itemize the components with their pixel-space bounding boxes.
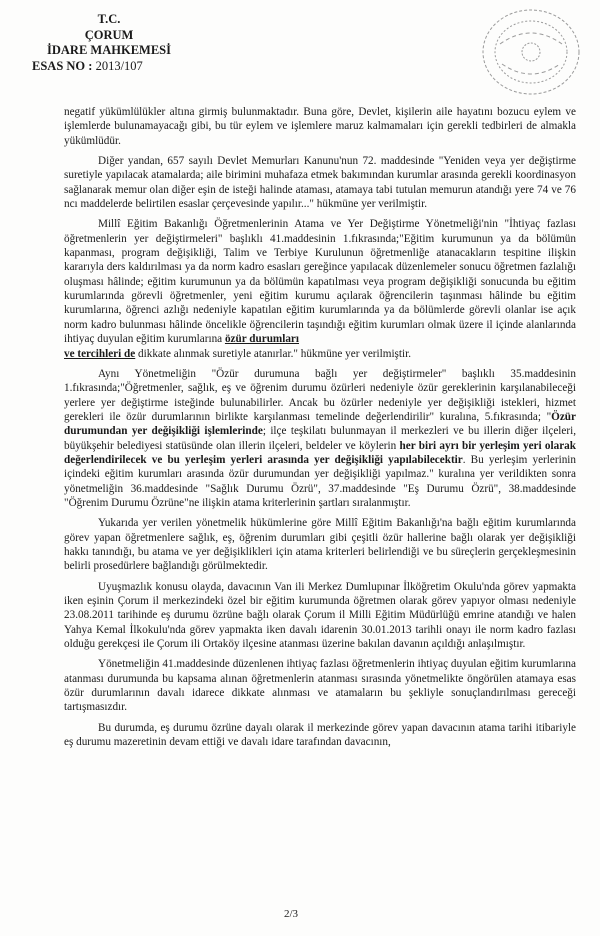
p4-text-end: . Bu yerleşim yerlerinin içindeki eğitim kurumları arasında özür durumundan yer değişikliği yapılmaz." kuralına yer verildikten sonra yönetmeliğin 36.maddesinde "Sağlık Durumu Özrü", 37.maddesinde "Eş Durumu Özrü", 38.maddesinde "Öğrenim Durumu Özrüne"ne ilişkin atama kriterlerinin şartları sıralanmıştır.	[64, 453, 576, 509]
paragraph-1: negatif yükümlülükler altına girmiş bulunmaktadır. Buna göre, Devlet, kişilerin aile hayatını bozucu eylem ve işlemlerde bulunamayacağı gibi, bu tür eylem ve işlemlere maruz kalmamaları için gerekli tedbirleri de almakla yükümlüdür.	[64, 106, 576, 147]
paragraph-8: Bu durumda, eş durumu özrüne dayalı olarak il merkezinde görev yapan davacının atama tarihi itibariyle eş durumu mazeretinin devam ettiği ve davalı idare tarafından davacının,	[64, 721, 576, 749]
paragraph-5: Yukarıda yer verilen yönetmelik hükümlerine göre Millî Eğitim Bakanlığı'na bağlı eğitim kurumlarında görev yapan öğretmenlere sağlık, eş, öğrenim durumları gibi çeşitli özür hallerine bağlı olarak yer değişikliği hakkı tanındığı, bu atama ve yer değişiklikleri için atama kriterleri belirlendiği ve bu süreçlerin gerçekleşmesinin belirli prosedürlere bağlandığı görülmektedir.	[64, 517, 576, 573]
p4-text: Aynı Yönetmeliğin "Özür durumuna bağlı yer değiştirmeler" başlıklı 35.maddesinin 1.fıkrasında;"Öğretmenler, sağlık, eş ve öğrenim durumu özürleri nedeniyle özür gereklerinin karşılanabileceği yerlere yer değiştirme isteğinde bulunabilirler. Ancak bu özürler nedeniyle yer değişikliği istekleri, hizmet gerekleri ile özür durumlarının birlikte karşılanması temelinde değerlendirilir" kuralına, 5.fıkrasında; "	[64, 367, 576, 423]
paragraph-2: Diğer yandan, 657 sayılı Devlet Memurları Kanunu'nun 72. maddesinde "Yeniden veya yer değiştirme suretiyle yapılacak atamalarda; aile birimini muhafaza etmek bakımından kurumlar arasında gerekli koordinasyon sağlanarak memur olan diğer eşin de isteği halinde ataması, atamaya tabi tutulan memurun atandığı yere 74 ve 76 ncı maddelerde belirtilen esaslar çerçevesinde yapılır..." hükmüne yer verilmiştir.	[64, 155, 576, 211]
header-line-tc: T.C.	[97, 12, 121, 26]
case-number-line	[32, 59, 184, 75]
page-number: 2/3	[284, 908, 299, 920]
p4-text-mid: ; ilçe teşkilatı bulunmayan il merkezleri ve bu illerin diğer ilçeleri, büyükşehir belediyesi statüsünde olan illerin ilçeleri, beldeler ve köylerin	[64, 425, 576, 452]
header-line-city: ÇORUM	[84, 27, 134, 42]
p4-emphasis-bold-2: her biri ayrı bir yerleşim yeri olarak değerlendirilecek ve bu yerleşim yerleri arasında yer değişikliği yapılabilecektir	[64, 439, 576, 466]
paragraph-7: Yönetmeliğin 41.maddesinde düzenlenen ihtiyaç fazlası öğretmenlerin ihtiyaç duyulan eğitim kurumlarına atanması durumunda bu kapsama alınan öğretmenlerin atanması sırasında yönetmelikte öngörülen atamaya esas özür durumlarının davalı idarece dikkate alınması ve atamaların bu şekliyle sonuçlandırılması gereceği tartışmasızdır.	[64, 658, 576, 714]
court-seal-stamp-icon	[478, 4, 584, 100]
paragraph-6: Uyuşmazlık konusu olayda, davacının Van ili Merkez Dumlupınar İlköğretim Okulu'nda görev yapmakta iken eşinin Çorum il merkezindeki özel bir eğitim kurumunda öğretmen olarak görev yapıyor olması nedeniyle 23.08.2011 tarihinde eş durumu özrüne bağlı olarak Çorum il Milli Eğitim Müdürlüğü emrine atandığı ve halen Yahya Kemal İlkokulu'nda görev yapmakta iken davalı idarenin 30.01.2013 tarihli onayı ile norm kadro fazlası olduğu gerekçesi ile Çorum ili Ortaköy ilçesine atanması üzerine bakılan davanın açıldığı anlaşılmıştır.	[64, 580, 576, 651]
p3-emphasis-underlined: özür durumları	[224, 333, 300, 346]
paragraph-3	[64, 217, 576, 360]
header-line-court: İDARE MAHKEMESİ	[47, 43, 171, 57]
case-number-value: 2013/107	[95, 58, 143, 73]
p3-text: Millî Eğitim Bakanlığı Öğretmenlerinin Atama ve Yer Değiştirme Yönetmeliği'nin "İhtiyaç fazlası öğretmenlerin yer değiştirmeleri" başlıklı 41.maddesinin 1.fıkrasında;"Eğitim kurumunun ya da bölümün kapanması, program değişikliği, Talim ve Terbiye Kurulunun öğretmenliğe atanacakların tespitine ilişkin kararıyla ders kaldırılması ya da norm kadro esasları gereğince yapılacak düzenlemeler sonucu öğretmen fazlalığı oluşması hâlinde; eğitim kurumunun ya da bölümün kapatılması veya program değişikliği sonucunda bu eğitim kurumlarında görevli öğretmenler, yeni eğitim kurumu açılarak öğrencilerin taşınması hâlinde bu eğitim kurumlarına, öğrenci azlığı nedeniyle kapatılan eğitim kurumlarında ya da bölümlerde görevli olanlar ise açık norm kadro bulunması hâlinde öncelikle öğrencilerin taşındığı eğitim kurumları olmak üzere il içinde alanlarında ihtiyaç duyulan eğitim kurumlarına	[64, 218, 576, 346]
p3-emphasis-underlined-2: ve tercihleri de	[64, 347, 136, 360]
p4-emphasis-bold: Özür durumundan yer değişikliği işlemlerinde	[64, 410, 576, 438]
court-header	[34, 12, 184, 74]
paragraph-4	[64, 367, 576, 510]
p3-text-end: dikkate alınmak suretiyle atanırlar." hükmüne yer verilmiştir.	[135, 347, 412, 360]
case-number-label: ESAS NO :	[32, 58, 96, 73]
document-body	[64, 105, 576, 755]
